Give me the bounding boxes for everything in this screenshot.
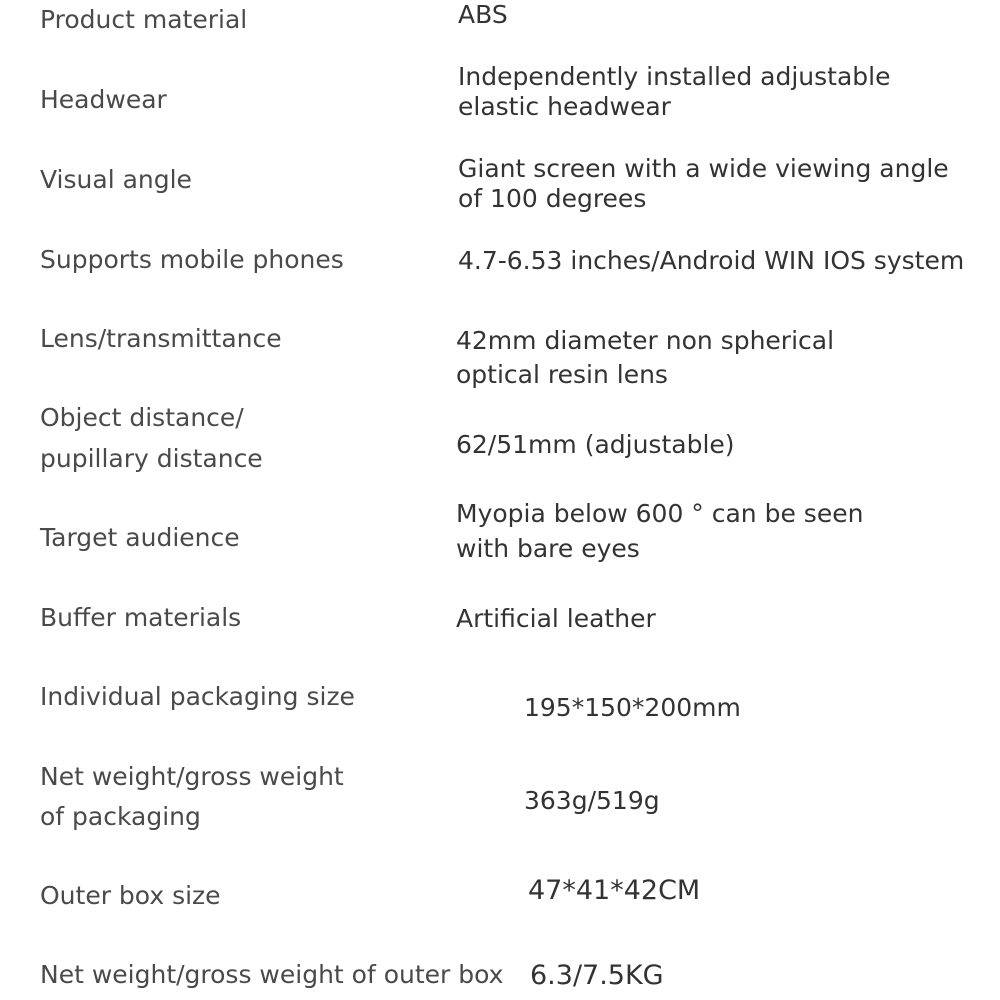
spec-value: Giant screen with a wide viewing angle [458, 154, 949, 183]
spec-value: with bare eyes [456, 534, 640, 563]
spec-label: of packaging [40, 802, 201, 831]
spec-label: Outer box size [40, 881, 221, 910]
spec-label: Lens/transmittance [40, 324, 282, 353]
spec-value: 42mm diameter non spherical [456, 326, 835, 355]
spec-value: 195*150*200mm [524, 693, 741, 722]
spec-value: 62/51mm (adjustable) [456, 430, 735, 459]
spec-label: Target audience [40, 523, 240, 552]
spec-value: Artificial leather [456, 604, 656, 633]
spec-label: Object distance/ [40, 403, 244, 432]
spec-label: Visual angle [40, 165, 192, 194]
spec-value: optical resin lens [456, 360, 668, 389]
spec-label: Headwear [40, 85, 167, 114]
spec-value: 363g/519g [524, 786, 660, 815]
spec-value: 6.3/7.5KG [530, 960, 664, 991]
spec-value: 47*41*42CM [528, 875, 701, 906]
spec-label: Supports mobile phones [40, 245, 344, 274]
spec-label: Individual packaging size [40, 682, 355, 711]
spec-value: elastic headwear [458, 92, 671, 121]
spec-label: Buffer materials [40, 603, 242, 632]
spec-label: Net weight/gross weight [40, 762, 344, 791]
spec-value: Independently installed adjustable [458, 62, 891, 91]
spec-label: pupillary distance [40, 444, 263, 473]
spec-label: Net weight/gross weight of outer box [40, 960, 504, 989]
spec-value: Myopia below 600 ° can be seen [456, 499, 864, 528]
spec-value: 4.7-6.53 inches/Android WIN IOS system [458, 246, 965, 275]
spec-value: of 100 degrees [458, 184, 647, 213]
spec-value: ABS [458, 0, 508, 29]
spec-label: Product material [40, 5, 248, 34]
